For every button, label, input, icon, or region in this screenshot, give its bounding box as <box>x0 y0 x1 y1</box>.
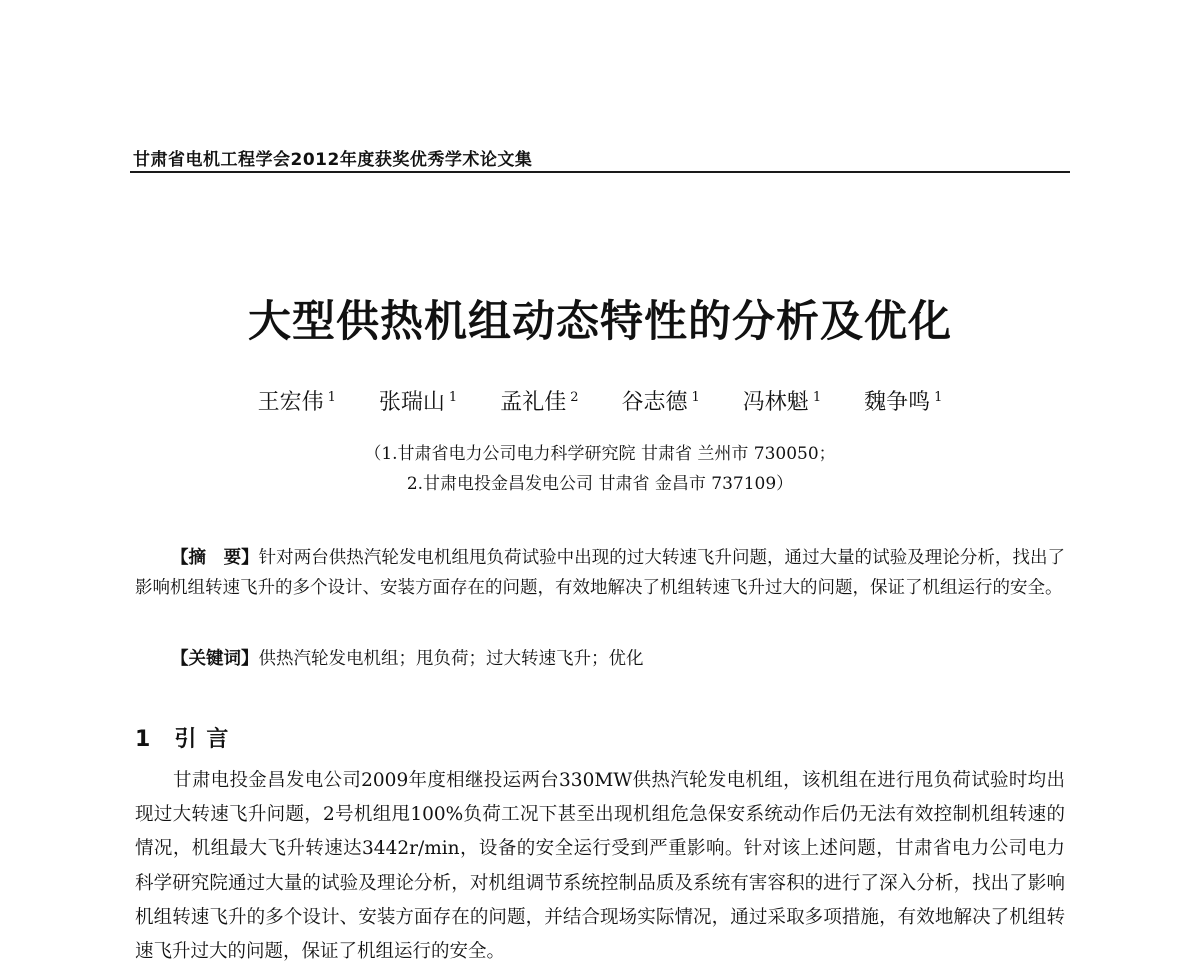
author <box>622 385 700 416</box>
author-affiliation-mark: 2 <box>570 389 579 405</box>
paper-title: 大型供热机组动态特性的分析及优化 <box>248 297 952 347</box>
keywords <box>135 645 1065 675</box>
author <box>743 385 821 416</box>
section-number: 1 <box>135 727 161 752</box>
author-name: 冯林魁 <box>742 390 809 415</box>
author-affiliation-mark: 1 <box>691 389 700 405</box>
author-affiliation-mark: 1 <box>448 389 458 405</box>
author <box>379 385 457 416</box>
author <box>258 385 336 416</box>
header-rule <box>130 171 1070 173</box>
author-affiliation-mark: 1 <box>327 389 336 405</box>
author <box>864 385 942 416</box>
keywords-label: 【关键词】 <box>171 649 259 669</box>
running-header: 甘肃省电机工程学会2012年度获奖优秀学术论文集 <box>133 150 533 170</box>
author-affiliation-mark: 1 <box>934 389 943 405</box>
affiliation-line-2: 2.甘肃电投金昌发电公司 甘肃省 金昌市 737109） <box>406 474 794 494</box>
abstract-label: 【摘 要】 <box>171 548 259 568</box>
author-name: 王宏伟 <box>257 390 324 415</box>
author-name: 孟礼佳 <box>500 390 567 415</box>
author <box>500 385 578 416</box>
author-name: 魏争鸣 <box>864 390 931 415</box>
author-name: 谷志德 <box>621 390 688 415</box>
abstract-text: 针对两台供热汽轮发电机组甩负荷试验中出现的过大转速飞升问题，通过大量的试验及理论分析，找出了影响机组转速飞升的多个设计、安装方面存在的问题，有效地解决了机组转速飞升过大的问题，保证了机组运行的安全。 <box>135 548 1066 598</box>
abstract <box>135 544 1065 603</box>
author-affiliation-mark: 1 <box>812 389 822 405</box>
keywords-text: 供热汽轮发电机组；甩负荷；过大转速飞升；优化 <box>258 649 644 669</box>
affiliation-line-1: （1.甘肃省电力公司电力科学研究院 甘肃省 兰州市 730050； <box>364 444 836 464</box>
author-list <box>0 385 1200 416</box>
section-title: 引言 <box>174 727 239 752</box>
section-paragraph: 甘肃电投金昌发电公司2009年度相继投运两台330MW供热汽轮发电机组，该机组在进行甩负荷试验时均出现过大转速飞升问题，2号机组甩100%负荷工况下甚至出现机组危急保安系统动作后仍无法有效控制机组转速的情况，机组最大飞升转速达3442r/min，设备的安全运行受到严重影响。针对该上述问题，甘肃省电力公司电力科学研究院通过大量的试验及理论分析，对机组调节系统控制品质及系统有害容积的进行了深入分析，找出了影响机组转速飞升的多个设计、安装方面存在的问题，并结合现场实际情况，通过采取多项措施，有效地解决了机组转速飞升过大的问题，保证了机组运行的安全。 <box>135 770 1065 963</box>
author-name: 张瑞山 <box>378 390 445 415</box>
section-heading <box>135 722 238 753</box>
